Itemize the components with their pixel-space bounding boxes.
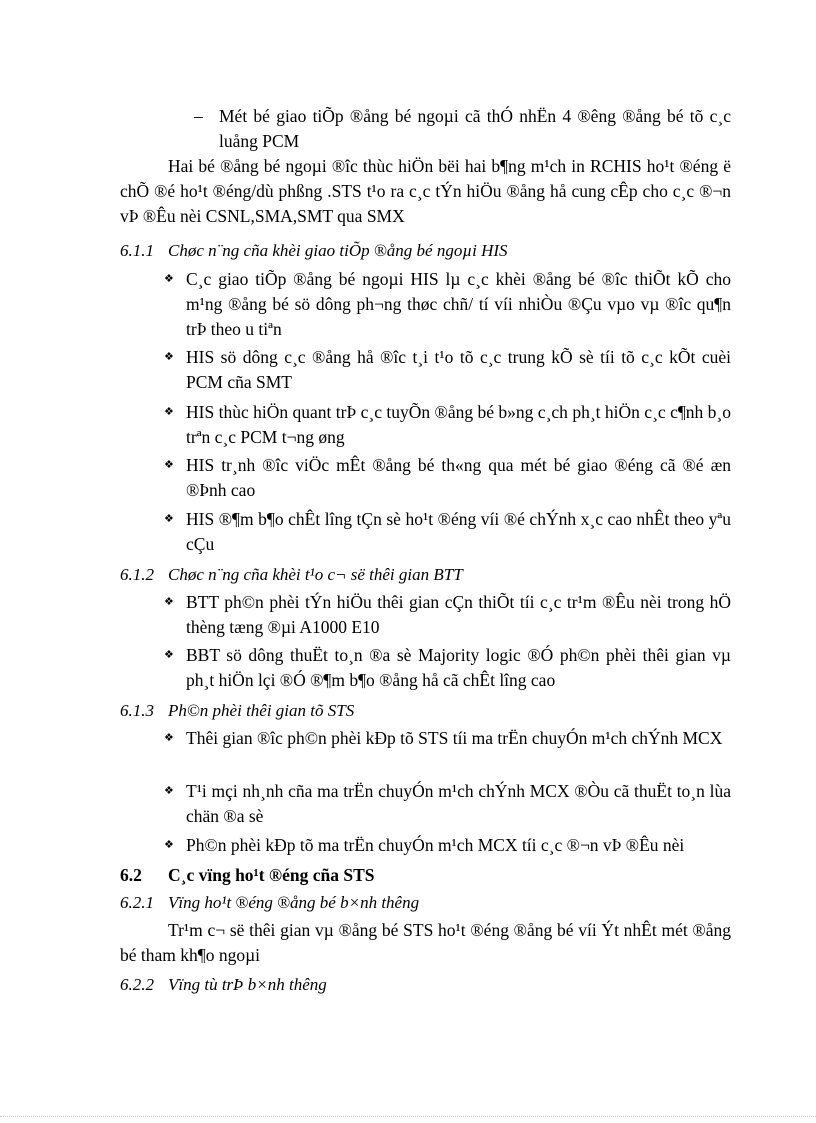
diamond-bullet-icon: ❖ <box>164 273 174 285</box>
heading-number: 6.2 <box>120 865 142 885</box>
diamond-bullet-icon: ❖ <box>164 513 174 525</box>
body-paragraph: Tr¹m c¬ së thêi gian vµ ®ång bé STS ho¹t ®éng ®ång bé víi Ýt nhÊt mét ®ång bé tham kh¶o ngoµi <box>120 920 731 965</box>
diamond-bullet-icon: ❖ <box>164 785 174 797</box>
heading-number: 6.2.2 <box>120 975 154 994</box>
diamond-bullet-icon: ❖ <box>164 839 174 851</box>
list-item: HIS thùc hiÖn quant trÞ c¸c tuyÕn ®ång bé b»ng c¸ch ph¸t hiÖn c¸c c¶nh b¸o trªn c¸c PCM t¬ng øng <box>186 402 731 447</box>
heading-text: Chøc n¨ng cña khèi t¹o c¬ së thêi gian BTT <box>168 565 463 584</box>
heading-number: 6.1.1 <box>120 241 154 260</box>
list-item: Thêi gian ®îc ph©n phèi kÐp tõ STS tíi ma trËn chuyÓn m¹ch chÝnh MCX <box>186 728 723 748</box>
heading-number: 6.1.2 <box>120 565 154 584</box>
list-item: BTT ph©n phèi tÝn hiÖu thêi gian cÇn thiÕt tíi c¸c tr¹m ®Êu nèi trong hÖ thèng tæng ®µi A1000 E10 <box>186 592 731 637</box>
diamond-bullet-icon: ❖ <box>164 649 174 661</box>
diamond-bullet-icon: ❖ <box>164 351 174 363</box>
section-heading-6-2-1 <box>120 890 419 915</box>
diamond-bullet-icon: ❖ <box>164 596 174 608</box>
heading-number: 6.1.3 <box>120 701 154 720</box>
section-heading-6-2-2 <box>120 972 327 997</box>
section-heading-6-2 <box>120 863 374 888</box>
list-item: BBT sö dông thuËt to¸n ®a sè Majority logic ®Ó ph©n phèi thêi gian vµ ph¸t hiÖn lçi ®Ó ®¶m b¶o ®ång hå cã chÊt lîng cao <box>186 645 731 690</box>
heading-text: Chøc n¨ng cña khèi giao tiÕp ®ång bé ngoµi HIS <box>168 241 508 260</box>
dash-list-item: Mét bé giao tiÕp ®ång bé ngoµi cã thÓ nhËn 4 ®êng ®ång bé tõ c¸c luång PCM <box>219 106 731 151</box>
diamond-bullet-icon: ❖ <box>164 406 174 418</box>
heading-number: 6.2.1 <box>120 893 154 912</box>
heading-text: Ph©n phèi thêi gian tõ STS <box>168 701 355 720</box>
section-heading-6-1-1 <box>120 238 508 263</box>
list-item: C¸c giao tiÕp ®ång bé ngoµi HIS lµ c¸c khèi ®ång bé ®îc thiÕt kÕ cho m¹ng ®ång bé sö dông ph¬ng thøc chñ/ tí víi nhiÒu ®Çu vµo vµ ®îc qu¶n trÞ theo u tiªn <box>186 269 731 339</box>
page-bottom-divider <box>0 1116 816 1117</box>
list-item: Ph©n phèi kÐp tõ ma trËn chuyÓn m¹ch MCX tíi c¸c ®¬n vÞ ®Êu nèi <box>186 835 685 855</box>
body-paragraph: Hai bé ®ång bé ngoµi ®îc thùc hiÖn bëi hai b¶ng m¹ch in RCHIS ho¹t ®éng ë chÕ ®é ho¹t ®éng/dù phßng .STS t¹o ra c¸c tÝn hiÖu ®ång hå cung cÊp cho c¸c ®¬n vÞ ®Êu nèi CSNL,SMA,SMT qua SMX <box>120 156 731 226</box>
diamond-bullet-icon: ❖ <box>164 459 174 471</box>
dash-marker: – <box>194 106 203 126</box>
list-item: HIS tr¸nh ®îc viÖc mÊt ®ång bé th«ng qua mét bé giao ®éng cã ®é æn ®Þnh cao <box>186 455 731 500</box>
list-item: HIS ®¶m b¶o chÊt lîng tÇn sè ho¹t ®éng víi ®é chÝnh x¸c cao nhÊt theo yªu cÇu <box>186 509 731 554</box>
diamond-bullet-icon: ❖ <box>164 732 174 744</box>
list-item: T¹i mçi nh¸nh cña ma trËn chuyÓn m¹ch chÝnh MCX ®Òu cã thuËt to¸n lùa chän ®a sè <box>186 781 731 826</box>
section-heading-6-1-3 <box>120 698 354 723</box>
heading-text: C¸c vïng ho¹t ®éng cña STS <box>168 865 375 885</box>
section-heading-6-1-2 <box>120 562 463 587</box>
heading-text: Vïng ho¹t ®éng ®ång bé b×nh thêng <box>168 893 420 912</box>
heading-text: Vïng tù trÞ b×nh thêng <box>168 975 327 994</box>
list-item: HIS sö dông c¸c ®ång hå ®îc t¸i t¹o tõ c¸c trung kÕ sè tíi tõ c¸c kÕt cuèi PCM cña SMT <box>186 347 731 392</box>
